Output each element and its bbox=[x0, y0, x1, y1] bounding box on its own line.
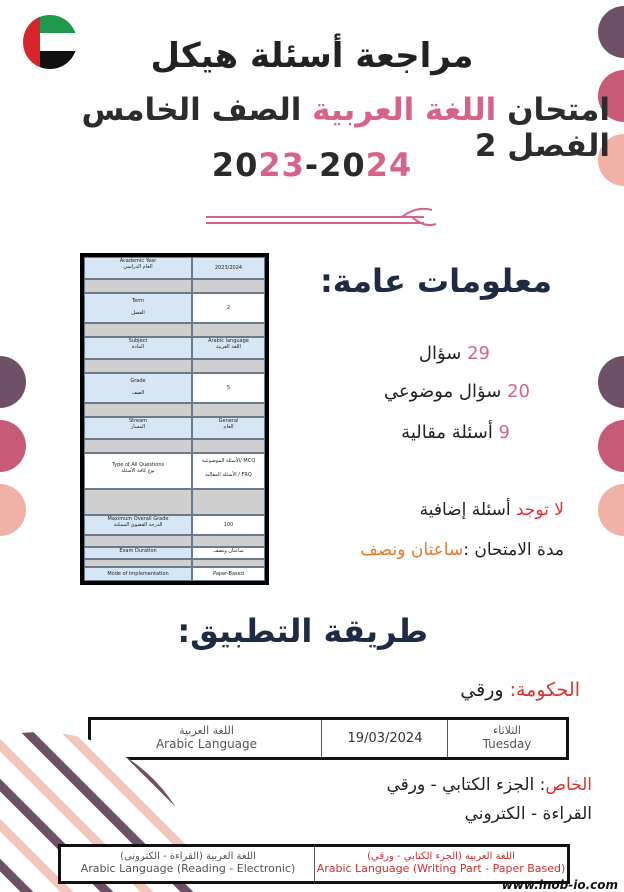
private-mode-reading: القراءة - الكتروني bbox=[464, 804, 592, 824]
private-mode-writing: الخاص: الجزء الكتابي - ورقي bbox=[386, 775, 592, 795]
decor-circle-rose bbox=[598, 420, 624, 472]
decor-circle-peach bbox=[0, 484, 26, 536]
decor-circle-rose bbox=[0, 420, 26, 472]
academic-year: 2023-2024 bbox=[211, 146, 413, 184]
exam-structure-table: Academic Year العام الدراسي 2023/2024 Term الفصل 2 Subject المادة Arabic language اللغة العربية Grade الصف 5 Stream المسار General العام Type of All Questions نوع كافة الأسئلة الأسئلة الموضوعية/ MCQ الأسئلة المقالية / FRQ Maximum Overall Grade الدرجة القصوى الممكنة 100 Exam Duration ساعتان ونصف Mode of Implementation Paper-Based bbox=[80, 253, 269, 585]
general-info-heading: معلومات عامة: bbox=[319, 262, 552, 300]
reading-part-cell: اللغة العربية (القراءة - الكترونى) Arabic Language (Reading - Electronic) bbox=[80, 851, 296, 875]
page-subtitle: امتحان اللغة العربية الصف الخامس الفصل 2 bbox=[81, 92, 610, 164]
objective-questions: 20 سؤال موضوعي bbox=[383, 381, 530, 402]
decor-circle-plum bbox=[598, 356, 624, 408]
method-heading: طريقة التطبيق: bbox=[177, 612, 428, 650]
private-exam-table bbox=[58, 844, 570, 884]
date-cell: 19/03/2024 bbox=[321, 720, 448, 757]
page-title: مراجعة أسئلة هيكل bbox=[150, 36, 474, 76]
total-questions: 29 سؤال bbox=[418, 343, 490, 364]
subject-cell: اللغة العربية Arabic Language bbox=[155, 724, 258, 751]
essay-questions: 9 أسئلة مقالية bbox=[401, 422, 510, 443]
flourish-divider bbox=[202, 204, 440, 234]
decor-circle-peach bbox=[598, 484, 624, 536]
day-cell: الثلاثاء Tuesday bbox=[447, 720, 566, 757]
government-mode: الحكومة: ورقي bbox=[460, 679, 580, 701]
writing-part-cell: اللغة العربية (الجزء الكتابي - ورقي) Arabic Language (Writing Part - Paper Based) bbox=[314, 847, 567, 881]
site-watermark: www.inob-io.com bbox=[501, 878, 618, 892]
decor-circle-plum bbox=[0, 356, 26, 408]
extra-questions: لا توجد أسئلة إضافية bbox=[419, 500, 564, 520]
exam-duration: مدة الامتحان :ساعتان ونصف bbox=[360, 540, 564, 560]
